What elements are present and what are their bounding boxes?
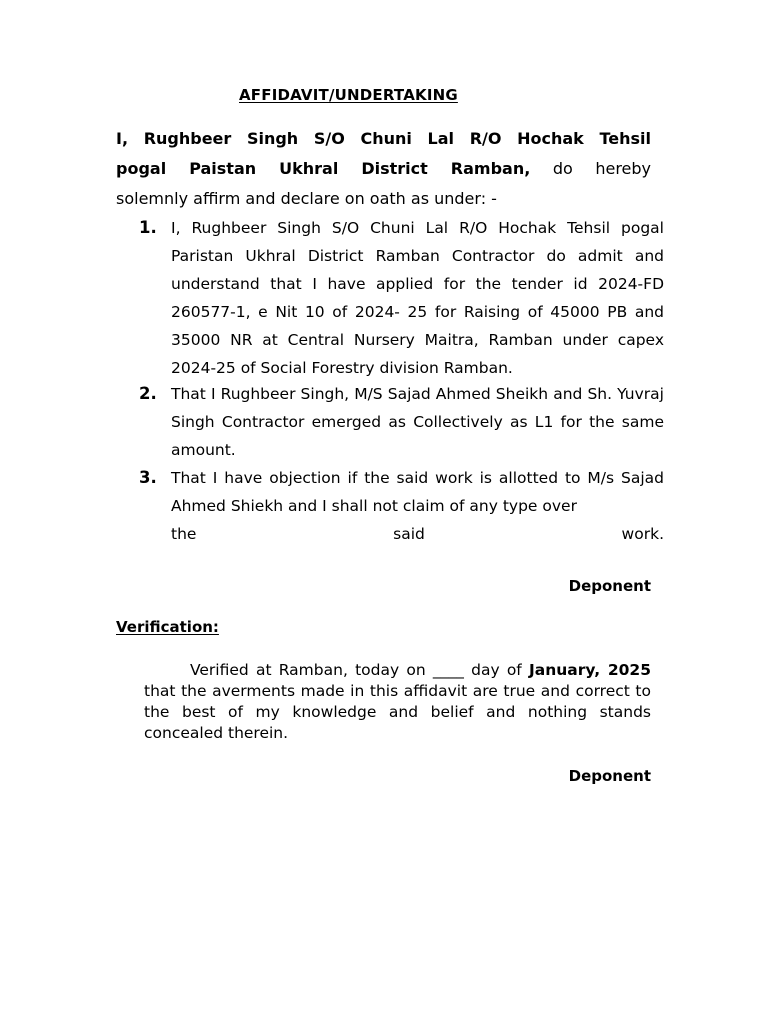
list-item-number: 1. [139, 218, 157, 237]
intro-line-1: I, Rughbeer Singh S/O Chuni Lal R/O Hochak Tehsil [116, 129, 651, 148]
intro-line-2-rest: do hereby [530, 159, 652, 178]
list-item-text [171, 464, 664, 548]
verification-date: January, 2025 [528, 661, 651, 679]
list-item-text: That I Rughbeer Singh, M/S Sajad Ahmed Sheikh and Sh. Yuvraj Singh Contractor emerged as Collectively as L1 for the same amount. [171, 385, 664, 459]
verification-paragraph [144, 660, 651, 744]
list-item-text-last-line: the said work. [171, 525, 664, 543]
intro-line-2 [116, 154, 651, 184]
list-item-text: I, Rughbeer Singh S/O Chuni Lal R/O Hochak Tehsil pogal Paristan Ukhral District Ramban Contractor do admit and understand that I have applied for the tender id 2024-FD 260577-1, e Nit 10 of 2024- 25 for Raising of 45000 PB and 35000 NR at Central Nursery Maitra, Ramban under capex 2024-25 of Social Forestry division Ramban. [171, 219, 664, 377]
verification-heading: Verification: [116, 618, 219, 636]
list-item-2 [139, 380, 664, 464]
deponent-label-2: Deponent [568, 767, 651, 785]
intro-paragraph [116, 124, 651, 214]
list-item-3 [139, 464, 664, 548]
list-item-number: 2. [139, 384, 157, 403]
list-item-number: 3. [139, 468, 157, 487]
list-item-text-body: That I have objection if the said work is allotted to M/s Sajad Ahmed Shiekh and I shall not claim of any type over [171, 469, 664, 515]
verification-text-end: that the averments made in this affidavit are true and correct to the best of my knowledge and belief and nothing stands concealed therein. [144, 682, 651, 742]
list-item-1 [139, 214, 664, 382]
intro-line-2-bold: pogal Paistan Ukhral District Ramban, [116, 159, 531, 178]
deponent-label: Deponent [568, 577, 651, 595]
verification-text-start: Verified at Ramban, today on ____ day of [190, 661, 529, 679]
document-title: AFFIDAVIT/UNDERTAKING [239, 86, 458, 104]
intro-line-3: solemnly affirm and declare on oath as under: - [116, 189, 497, 208]
